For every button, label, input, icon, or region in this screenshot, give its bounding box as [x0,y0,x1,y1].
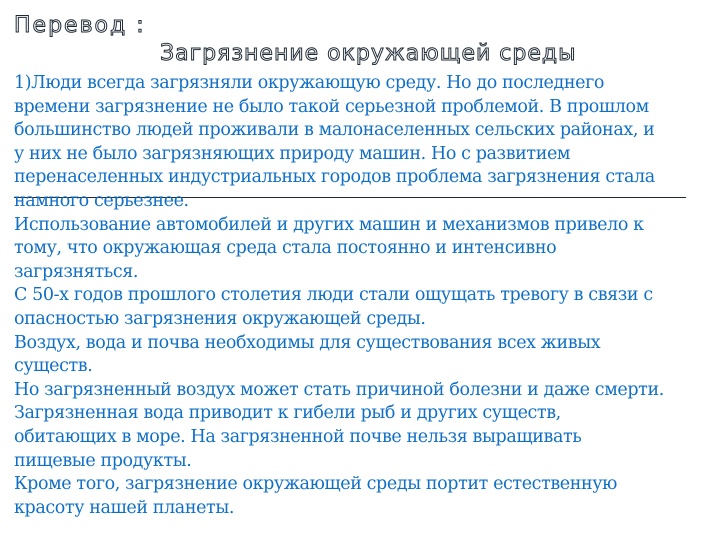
text-line: 1)Люди всегда загрязняли окружающую среду. Но до последнего [14,73,605,93]
text-line: тому, что окружающая среда стала постоянно и интенсивно [14,238,557,259]
text-line: Но загрязненный воздух может стать причиной болезни и даже смерти. [14,379,664,400]
text-line: опасностью загрязнения окружающей среды. [14,308,426,329]
text-line: существ. [14,356,93,377]
text-line: загрязняться. [14,261,139,282]
text-line: С 50-х годов прошлого столетия люди стали ощущать тревогу в связи с [14,285,653,306]
text-line: у них не было загрязняющих природу машин. Но с развитием [14,143,571,164]
text-line: обитающих в море. На загрязненной почве нельзя выращивать [14,426,582,447]
text-line: Кроме того, загрязнение окружающей среды портит естественную [14,474,618,495]
header-label: Перевод : [14,13,146,38]
text-line: пищевые продукты. [14,450,192,471]
text-line: Использование автомобилей и других машин и механизмов привело к [14,214,644,235]
translation-text [14,72,704,520]
text-line: Воздух, вода и почва необходимы для существования всех живых [14,332,601,353]
text-line: перенаселенных индустриальных городов проблема загрязнения стала [14,167,655,188]
text-line: намного серьезнее. [14,190,189,211]
text-line: времени загрязнение не было такой серьезной проблемой. В прошлом [14,96,649,117]
text-line: большинство людей проживали в малонаселенных сельских районах, и [14,120,655,141]
text-line: красоту нашей планеты. [14,497,235,518]
page-title: Загрязнение окружающей среды [160,41,577,66]
text-line: Загрязненная вода приводит к гибели рыб и других существ, [14,403,561,424]
